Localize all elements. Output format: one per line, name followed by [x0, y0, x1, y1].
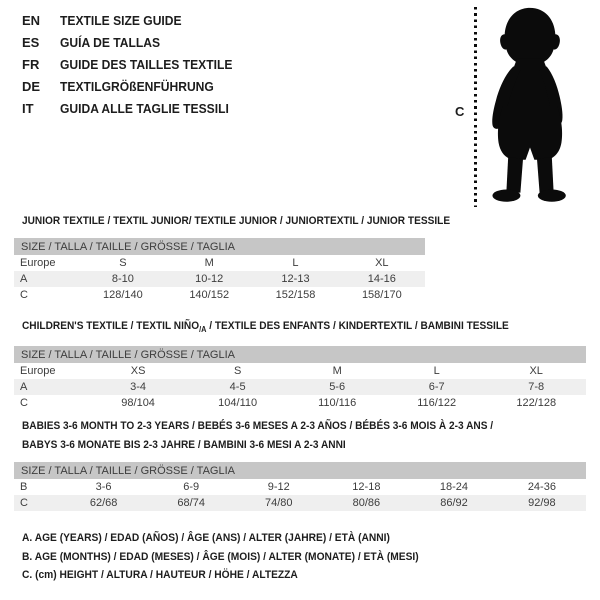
babies-size-table	[14, 462, 586, 511]
junior-size-table	[14, 238, 425, 303]
value-cell: L	[292, 257, 299, 269]
table-row	[14, 255, 425, 271]
language-title-list	[22, 9, 245, 119]
row-label-cell: C	[20, 397, 28, 409]
row-label-cell: A	[14, 271, 80, 287]
legend-line-a: A. AGE (YEARS) / EDAD (AÑOS) / ÂGE (ANS) / ALTER (JAHRE) / ETÀ (ANNI)	[22, 532, 390, 544]
value-cell: 12-13	[252, 271, 338, 287]
table-row	[14, 379, 586, 395]
value-cell: 8-10	[80, 271, 166, 287]
value-cell: 12-18	[352, 481, 381, 493]
language-row	[22, 9, 245, 31]
guide-title: TEXTILGRÖßENFÜHRUNG	[60, 78, 214, 94]
value-cell: 92/98	[498, 495, 586, 511]
language-code: IT	[22, 100, 34, 116]
value-cell: 3-4	[88, 379, 188, 395]
guide-title: GUIDA ALLE TAGLIE TESSILI	[60, 100, 229, 116]
language-row	[22, 97, 245, 119]
value-cell: S	[119, 257, 127, 269]
language-code: ES	[22, 34, 40, 50]
value-cell: 140/152	[189, 289, 230, 301]
value-cell: 3-6	[95, 481, 112, 493]
value-cell: 158/170	[361, 289, 402, 301]
value-cell: 9-12	[267, 481, 290, 493]
language-code: EN	[22, 12, 41, 28]
table-title-line: BABYS 3-6 MONATE BIS 2-3 JAHRE / BAMBINI 3-6 MESI A 2-3 ANNI	[22, 439, 346, 451]
size-header-bar: SIZE / TALLA / TAILLE / GRÖSSE / TAGLIA	[14, 462, 586, 479]
row-label-cell: C	[14, 495, 60, 511]
value-cell: L	[433, 365, 440, 377]
value-cell: 104/110	[218, 397, 258, 409]
value-cell: 128/140	[103, 289, 143, 301]
legend-line-b: B. AGE (MONTHS) / EDAD (MESES) / ÂGE (MOIS) / ALTER (MONATE) / ETÀ (MESI)	[22, 550, 419, 563]
language-row	[22, 31, 245, 53]
language-code: DE	[22, 78, 41, 94]
table-row	[14, 287, 425, 303]
legend	[22, 529, 449, 585]
value-cell: 18-24	[439, 481, 469, 493]
table-title	[22, 212, 487, 231]
value-cell: 7-8	[486, 379, 586, 395]
row-label-cell: Europe	[20, 257, 56, 269]
value-cell: S	[233, 365, 242, 377]
guide-title: GUIDE DES TAILLES TEXTILE	[60, 56, 233, 72]
table-title-line: BABIES 3-6 MONTH TO 2-3 YEARS / BEBÉS 3-6 MESES A 2-3 AÑOS / BÉBÉS 3-6 MOIS À 2-3 ANS /	[22, 420, 494, 432]
value-cell: 14-16	[339, 271, 425, 287]
size-header-bar: SIZE / TALLA / TAILLE / GRÖSSE / TAGLIA	[14, 346, 586, 363]
value-cell: 80/86	[323, 495, 411, 511]
table-row	[14, 395, 586, 411]
value-cell: 4-5	[188, 379, 288, 395]
value-cell: 122/128	[516, 397, 557, 409]
language-row	[22, 75, 245, 97]
height-figure	[448, 2, 596, 210]
value-cell: 24-36	[527, 481, 556, 493]
guide-title: TEXTILE SIZE GUIDE	[60, 12, 182, 28]
childrens-size-table	[14, 346, 586, 411]
value-cell: 10-12	[166, 271, 252, 287]
table-title	[22, 417, 534, 455]
language-row	[22, 53, 245, 75]
height-measure-line	[474, 7, 477, 207]
table-row	[14, 495, 586, 511]
value-cell: 74/80	[235, 495, 323, 511]
baby-silhouette-icon	[482, 6, 578, 206]
value-cell: 152/158	[275, 289, 316, 301]
value-cell: XL	[529, 365, 543, 377]
row-label-cell: Europe	[20, 365, 56, 377]
value-cell: 86/92	[410, 495, 498, 511]
value-cell: XL	[375, 257, 389, 269]
table-row	[14, 271, 425, 287]
value-cell: M	[332, 365, 342, 377]
row-label-cell: B	[20, 481, 28, 493]
row-label-cell: C	[20, 289, 28, 301]
table-title-line: CHILDREN'S TEXTILE / TEXTIL $NIÑO_{/A}$ / TEXTILE DES ENFANTS / KINDERTEXTIL / BAMBINI TESSILE	[22, 320, 509, 335]
size-header-bar: SIZE / TALLA / TAILLE / GRÖSSE / TAGLIA	[14, 238, 425, 255]
table-row	[14, 363, 586, 379]
value-cell: M	[204, 257, 214, 269]
height-dimension-label: C	[455, 104, 465, 119]
value-cell: 98/104	[121, 397, 155, 409]
guide-title: GUÍA DE TALLAS	[60, 34, 161, 50]
value-cell: 110/116	[318, 397, 357, 409]
table-title-line: JUNIOR TEXTILE / TEXTIL JUNIOR/ TEXTILE JUNIOR / JUNIORTEXTIL / JUNIOR TESSILE	[22, 215, 451, 227]
value-cell: 62/68	[60, 495, 148, 511]
value-cell: XS	[130, 365, 146, 377]
row-label-cell: A	[14, 379, 88, 395]
value-cell: 68/74	[147, 495, 235, 511]
value-cell: 6-9	[183, 481, 200, 493]
table-title	[22, 317, 551, 339]
table-row	[14, 479, 586, 495]
value-cell: 6-7	[387, 379, 487, 395]
value-cell: 116/122	[417, 397, 457, 409]
legend-line-c: C. (cm) HEIGHT / ALTURA / HAUTEUR / HÖHE / ALTEZZA	[22, 569, 298, 581]
language-code: FR	[22, 56, 40, 72]
value-cell: 5-6	[287, 379, 387, 395]
